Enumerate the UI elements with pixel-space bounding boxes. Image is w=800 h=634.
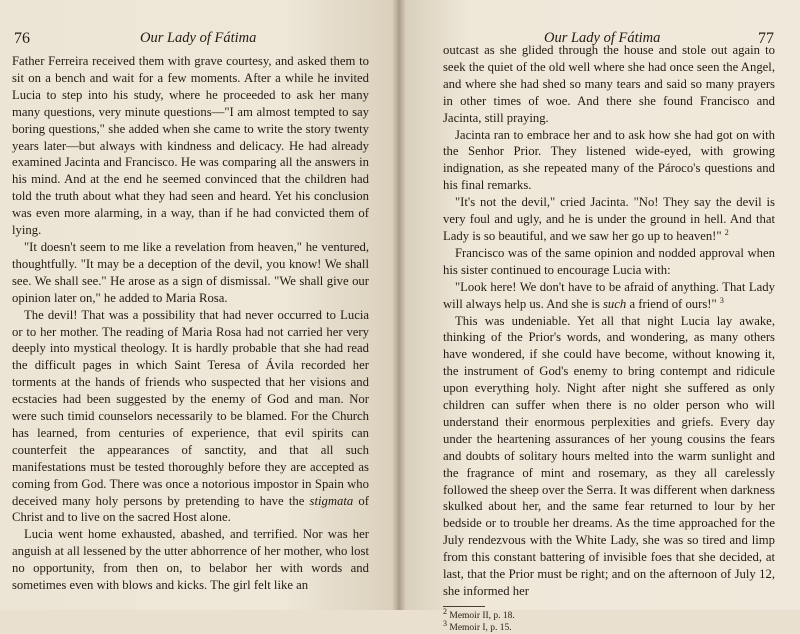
footnote-divider <box>443 606 485 607</box>
italic-term: stigmata <box>309 493 354 508</box>
paragraph-text: a friend of ours!" <box>629 296 717 311</box>
paragraph: Francisco was of the same opinion and nodded approval when his sister continued to encourage Lucia with: <box>443 245 775 277</box>
page-number-right: 77 <box>758 30 774 47</box>
footnote <box>443 618 775 634</box>
left-page <box>0 0 398 610</box>
footnote-mark: 2 <box>443 606 447 616</box>
right-page-body <box>443 42 775 634</box>
footnote-text: Memoir II, p. 18. <box>449 610 515 621</box>
page-number-left: 76 <box>14 30 30 47</box>
paragraph <box>12 307 369 527</box>
paragraph-text: "Look here! We don't have to be afraid of anything. That Lady will always help us. And she is <box>443 279 775 311</box>
paragraph: Lucia went home exhausted, abashed, and terrified. Nor was her anguish at all lessened by the utter abhorrence of her mother, who lost no opportunity, from then on, to belabor her with words and sometimes even with blows and kicks. The girl felt like an <box>12 527 369 593</box>
paragraph-text: "It's not the devil," cried Jacinta. "No! They say the devil is very foul and ugly, and he is under the ground in hell. And that Lady is so beautiful, and we saw her go up to heaven!" <box>443 195 775 243</box>
footnote <box>443 606 775 622</box>
footnote-ref: 3 <box>719 295 724 305</box>
paragraph: This was undeniable. Yet all that night Lucia lay awake, thinking of the Prior's words, and wondering, as many others have wondered, if she could have become, without knowing it, the instrument of God's enemy to bring contempt and ridicule upon everything holy. Night after night she suffered as only children can suffer when there is no older person who will understand their enormous perplexities and griefs. Every day under the heartening assurances of her young cousins the fears and doubts of solitary hours melted into the warm sunlight and the fragrance of mint and rosemary, as they all carelessly followed the sheep over the Serra. It was different when darkness skulked about her, and the same fear returned to lour by her bedside or to trouble her dreams. As the time approached for the July rendezvous with the White Lady, she was so tired and limp from this constant battering of invisible foes that she decided, at last, that the Prior must be right; and on the afternoon of July 12, she informed her <box>443 313 775 598</box>
paragraph-text: of Christ and to live on the sacred Host alone. <box>12 493 369 525</box>
footnote-mark: 3 <box>443 618 447 628</box>
book-gutter <box>392 0 406 610</box>
left-page-body <box>12 53 369 594</box>
right-page <box>398 0 800 633</box>
paragraph: Jacinta ran to embrace her and to ask how she had got on with the Senhor Prior. They listened wide-eyed, with growing indignation, as she repeated many of the Pároco's questions and his final remarks. <box>443 127 775 193</box>
footnote-ref: 2 <box>724 227 729 237</box>
paragraph <box>443 279 775 313</box>
running-header-right: Our Lady of Fátima <box>544 30 661 46</box>
italic-term: such <box>603 296 627 311</box>
paragraph: "It doesn't seem to me like a revelation from heaven," he ventured, thoughtfully. "It may be a deception of the devil, you know! We shall see. We shall see." He arose as a sign of dismissal. "We shall give our opinion later on," he added to Maria Rosa. <box>12 239 369 305</box>
paragraph <box>443 194 775 245</box>
paragraph: outcast as she glided through the house and stole out again to seek the quiet of the old well where she had once seen the Angel, and where she had shed so many tears and said so many prayers in other times of woe. And there she found Francisco and Jacinta, still praying. <box>443 43 775 125</box>
footnote-text: Memoir I, p. 15. <box>449 622 512 633</box>
paragraph-text: The devil! That was a possibility that had never occurred to Lucia or to her mother. The reading of Maria Rosa had not carried her very deeply into mystical theology. It is hardly probable that she had read the difficult pages in which Saint Teresa of Ávila recorded her torments at the hands of friends who suspected that her visions and ecstacies had been suggested by the enemy of God and man. Nor were such timid counselors necessarily to be blamed. For the Church has learned, from centuries of experience, that evil spirits can counterfeit the appearances of sanctity, and that all such manifestations must be tested thoroughly before they are accepted as coming from God. There was once a notorious impostor in Spain who deceived many holy persons by pretending to have the <box>12 307 369 508</box>
running-header-left: Our Lady of Fátima <box>140 30 257 46</box>
paragraph: Father Ferreira received them with grave courtesy, and asked them to sit on a bench and wait for a few moments. After a while he invited Lucia to step into his study, where he proceeded to ask her many many questions, very minute questions—"I am almost tempted to say boring questions," she added when she came to write the story twenty years later—but always with kindness and delicacy. He had already examined Jacinta and Francisco. He was comparing all the answers in his mind. And at the end he seemed convinced that the children had told the truth about what they had seen and heard. Yet his conclusion was even more alarming, in a way, than if he had convicted them of lying. <box>12 54 369 238</box>
